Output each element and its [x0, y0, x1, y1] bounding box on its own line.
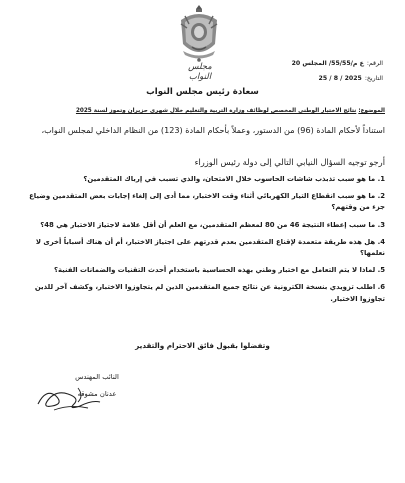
coat-of-arms-icon: [175, 4, 223, 64]
signatory-name: عدنان مشوقه: [77, 390, 117, 398]
question-item: 5. لماذا لا يتم التعامل مع اختبار وطني بهذه الحساسية باستخدام أحدث التقنيات والضمانات الفنية؟: [53, 266, 385, 275]
lead-sentence: أرجو توجيه السؤال النيابي التالي إلى دولة رئيس الوزراء: [194, 157, 385, 167]
reference-label: الرقم:: [366, 60, 383, 67]
letter-date: [273, 71, 383, 86]
reference-value: ع م/55/55/ المجلس 20: [291, 60, 364, 67]
subject-text: نتائج الاختبار الوطني المخصص لوظائف وزارة التربية والتعليم خلال شهري حزيران وتموز لسنة 2025: [75, 108, 357, 114]
date-label: التاريخ:: [364, 75, 383, 82]
reference-block: [273, 56, 383, 86]
question-item: 4. هل هذه طريقة متعمدة لإقناع المتقدمين بعدم قدرتهم على اجتياز الاختبار، أم أن هناك أسباباً أخرى لا نعلمها؟: [35, 237, 385, 258]
question-item: 6. اطلب تزويدي بنسخة الكترونية عن نتائج جميع المتقدمين الذين لم يتجاوزوا الاختبار، وكشف آخر للذين تجاوزوا الاختبار.: [34, 283, 385, 303]
signatory-title: النائب المهندس: [75, 373, 119, 381]
subject-label: الموضوع:: [358, 108, 385, 114]
subject-line: [17, 108, 385, 114]
question-list: [15, 174, 385, 311]
question-item: 1. ما هو سبب تذبذب شاشات الحاسوب خلال الامتحان، والذي تسبب في إرباك المتقدمين؟: [83, 175, 385, 183]
question-item: 2. ما هو سبب انقطاع التيار الكهربائي أثناء وقت الاختبار، مما أدى إلى إلغاء إجابات بعض المتقدمين وضياع جزء من وقتهم؟: [29, 192, 385, 212]
intro-paragraph: استناداً لأحكام المادة (96) من الدستور، وعملاً بأحكام المادة (123) من النظام الداخلي لمجلس النواب،: [41, 125, 385, 135]
crest-caption: مجلس النواب: [188, 62, 212, 82]
question-item: 3. ما سبب إعطاء النتيجة 46 من 80 لمعظم المتقدمين، مع العلم أن أقل علامة لاجتياز الاختبار هي 48؟: [40, 220, 385, 229]
reference-number: [273, 56, 383, 71]
closing-line: وتفضلوا بقبول فائق الاحترام والتقدير: [135, 341, 270, 350]
date-value: 2025 / 8 / 25: [318, 75, 362, 82]
signature-icon: [34, 382, 104, 414]
addressee: سعادة رئيس مجلس النواب: [146, 87, 259, 97]
